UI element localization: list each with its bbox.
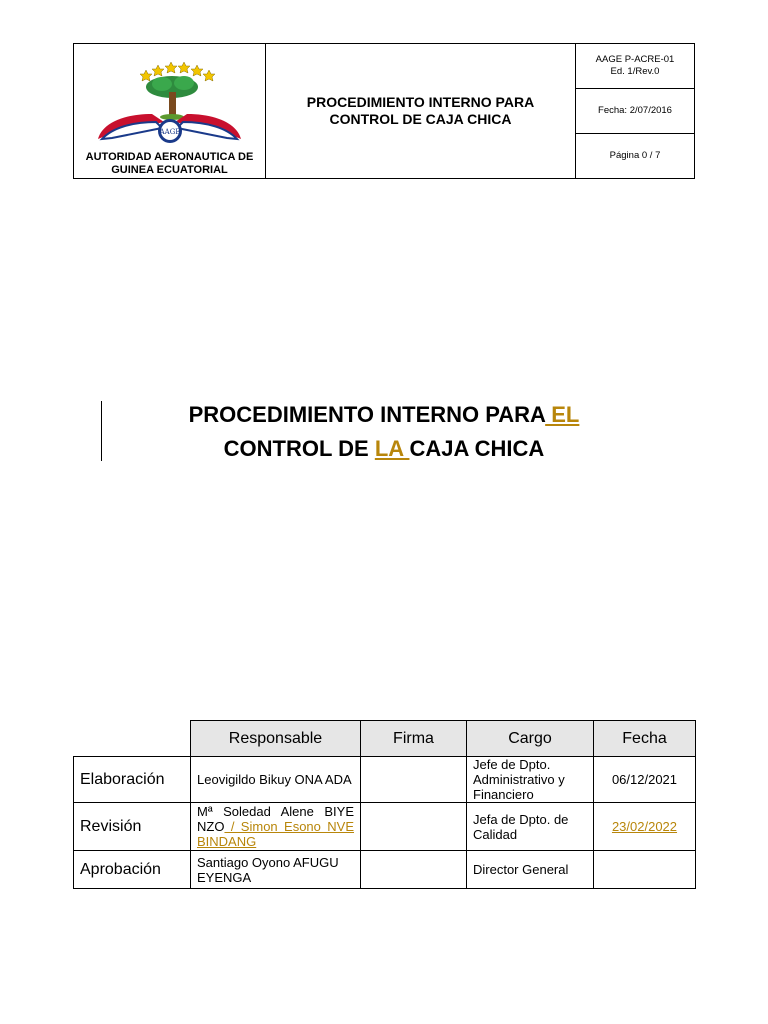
empty-corner (74, 721, 191, 757)
cargo-cell: Jefa de Dpto. de Calidad (467, 803, 594, 851)
header-firma: Firma (361, 721, 467, 757)
row-label-aprobacion: Aprobación (74, 851, 191, 889)
table-row (74, 803, 696, 851)
table-row (74, 757, 696, 803)
header-title: PROCEDIMIENTO INTERNO PARA CONTROL DE CAJA CHICA (266, 44, 576, 179)
document-title: PROCEDIMIENTO INTERNO PARA EL CONTROL DE LA CAJA CHICA (188, 402, 580, 461)
approval-table (73, 720, 696, 889)
cargo-cell: Jefe de Dpto. Administrativo y Financiero (467, 757, 594, 803)
logo-cell (74, 44, 266, 179)
header-table (73, 43, 695, 179)
row-label-revision: Revisión (74, 803, 191, 851)
organization-name: AUTORIDAD AERONAUTICA DE GUINEA ECUATORIAL (85, 151, 254, 176)
aage-logo (92, 54, 247, 149)
header-cargo: Cargo (467, 721, 594, 757)
svg-text:AAGE: AAGE (159, 128, 181, 136)
responsable-cell: Santiago Oyono AFUGU EYENGA (191, 851, 361, 889)
fecha-cell: 23/02/2022 (594, 803, 696, 851)
fecha-cell: 06/12/2021 (594, 757, 696, 803)
header-responsable: Responsable (191, 721, 361, 757)
document-code: AAGE P-ACRE-01 Ed. 1/Rev.0 (576, 44, 695, 89)
firma-cell (361, 803, 467, 851)
document-date: Fecha: 2/07/2016 (576, 89, 695, 134)
firma-cell (361, 757, 467, 803)
cargo-cell: Director General (467, 851, 594, 889)
page-number: Página 0 / 7 (576, 134, 695, 179)
header-fecha: Fecha (594, 721, 696, 757)
row-label-elaboracion: Elaboración (74, 757, 191, 803)
responsable-cell: Leovigildo Bikuy ONA ADA (191, 757, 361, 803)
responsable-cell: Mª Soledad Alene BIYE NZO / Simon Esono NVE BINDANG (191, 803, 361, 851)
fecha-cell (594, 851, 696, 889)
firma-cell (361, 851, 467, 889)
table-row (74, 851, 696, 889)
revised-name-link: / Simon Esono NVE BINDANG (197, 819, 354, 849)
